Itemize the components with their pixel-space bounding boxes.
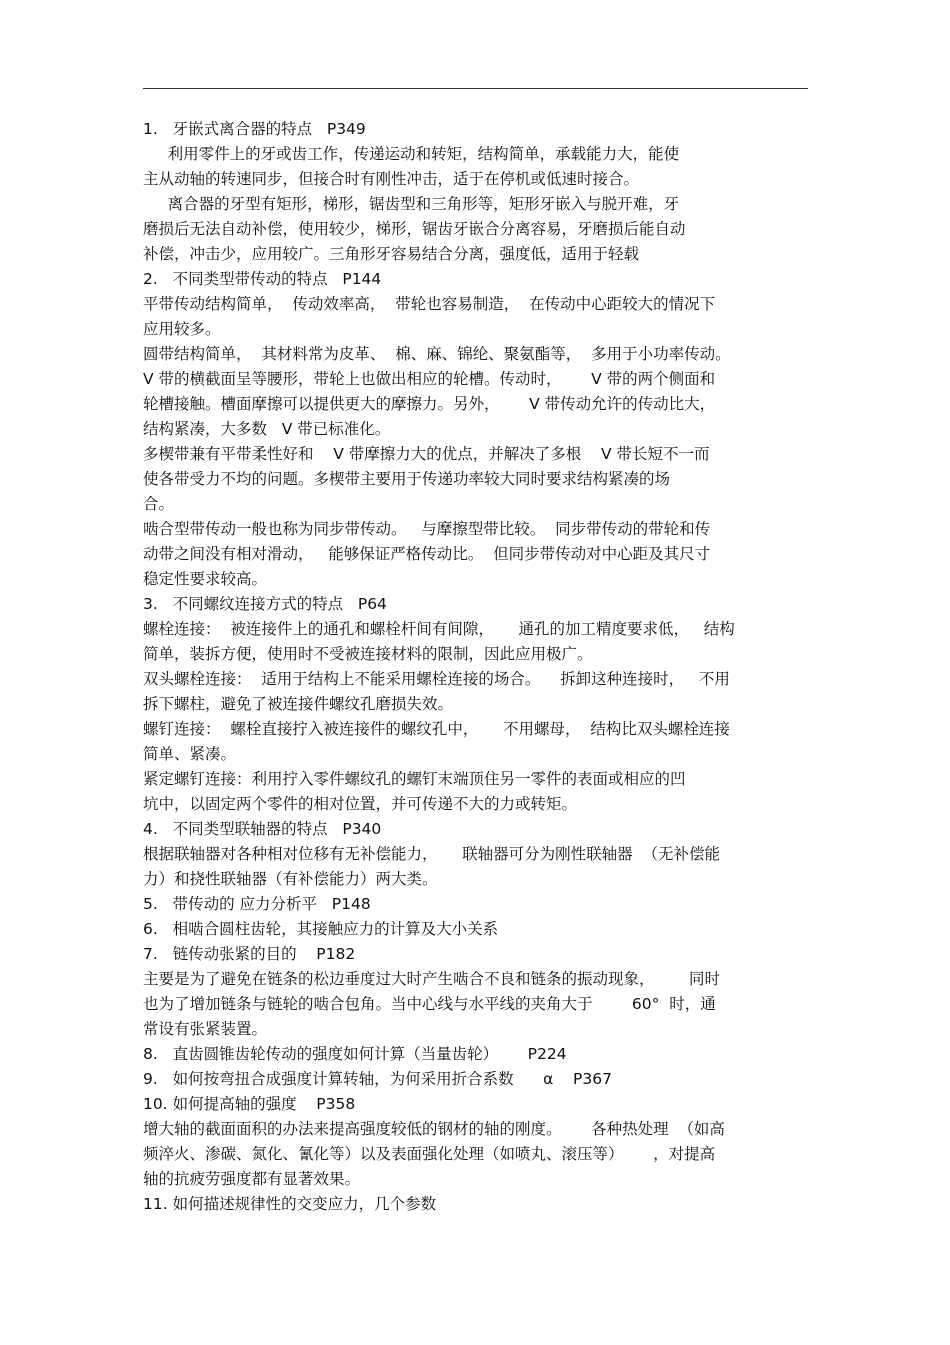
text-line: 主要是为了避免在链条的松边垂度过大时产生啮合不良和链条的振动现象， 同时 [143, 970, 720, 988]
text-line: V 带的横截面呈等腰形，带轮上也做出相应的轮槽。传动时， V 带的两个侧面和 [143, 370, 716, 388]
text-line: 坑中，以固定两个零件的相对位置，并可传递不大的力或转矩。 [143, 795, 578, 813]
heading-10: 10. 如何提高轴的强度 P358 [143, 1095, 356, 1113]
text-line: 力）和挠性联轴器（有补偿能力）两大类。 [143, 870, 438, 888]
text-line: 螺栓连接： 被连接件上的通孔和螺栓杆间有间隙， 通孔的加工精度要求低， 结构 [143, 620, 735, 638]
heading-4: 4. 不同类型联轴器的特点 P340 [143, 820, 382, 838]
text-line: 增大轴的截面面积的办法来提高强度较低的钢材的轴的刚度。 各种热处理 （如高 [143, 1120, 725, 1138]
heading-9: 9. 如何按弯扭合成强度计算转轴，为何采用折合系数 α P367 [143, 1070, 612, 1088]
text-line: 紧定螺钉连接：利用拧入零件螺纹孔的螺钉末端顶住另一零件的表面或相应的凹 [143, 770, 686, 788]
text-line: 螺钉连接： 螺栓直接拧入被连接件的螺纹孔中， 不用螺母， 结构比双头螺栓连接 [143, 720, 730, 738]
text-line: 磨损后无法自动补偿，使用较少，梯形，锯齿牙嵌合分离容易，牙磨损后能自动 [143, 220, 686, 238]
text-line: 动带之间没有相对滑动， 能够保证严格传动比。 但同步带传动对中心距及其尺寸 [143, 545, 711, 563]
text-line: 简单、紧凑。 [143, 745, 237, 763]
heading-2: 2. 不同类型带传动的特点 P144 [143, 270, 382, 288]
text-line: 常设有张紧装置。 [143, 1020, 268, 1038]
text-line: 结构紧凑，大多数 V 带已标准化。 [143, 420, 391, 438]
text-line: 主从动轴的转速同步，但接合时有刚性冲击，适于在停机或低速时接合。 [143, 170, 640, 188]
heading-6: 6. 相啮合圆柱齿轮，其接触应力的计算及大小关系 [143, 920, 499, 938]
text-line: 根据联轴器对各种相对位移有无补偿能力， 联轴器可分为刚性联轴器 （无补偿能 [143, 845, 720, 863]
header-rule [143, 88, 808, 89]
text-line: 稳定性要求较高。 [143, 570, 268, 588]
text-line: 拆下螺柱，避免了被连接件螺纹孔磨损失效。 [143, 695, 454, 713]
text-line: 平带传动结构简单， 传动效率高， 带轮也容易制造， 在传动中心距较大的情况下 [143, 295, 716, 313]
heading-3: 3. 不同螺纹连接方式的特点 P64 [143, 595, 387, 613]
text-line: 离合器的牙型有矩形，梯形，锯齿型和三角形等，矩形牙嵌入与脱开难，牙 [143, 195, 680, 213]
heading-7: 7. 链传动张紧的目的 P182 [143, 945, 356, 963]
text-line: 利用零件上的牙或齿工作，传递运动和转矩，结构简单，承载能力大，能使 [143, 145, 680, 163]
text-line: 应用较多。 [143, 320, 221, 338]
text-line: 轮槽接触。槽面摩擦可以提供更大的摩擦力。另外， V 带传动允许的传动比大， [143, 395, 716, 413]
heading-1: 1. 牙嵌式离合器的特点 P349 [143, 120, 366, 138]
text-line: 频淬火、渗碳、氮化、氰化等）以及表面强化处理（如喷丸、滚压等） ，对提高 [143, 1145, 716, 1163]
text-line: 也为了增加链条与链轮的啮合包角。当中心线与水平线的夹角大于 60° 时，通 [143, 995, 716, 1013]
text-line: 圆带结构简单， 其材料常为皮革、 棉、麻、锦纶、聚氨酯等， 多用于小功率传动。 [143, 345, 731, 363]
text-line: 合。 [143, 495, 175, 513]
text-line: 多楔带兼有平带柔性好和 V 带摩擦力大的优点，并解决了多根 V 带长短不一而 [143, 445, 710, 463]
text-line: 简单，装拆方便，使用时不受被连接材料的限制，因此应用极广。 [143, 645, 593, 663]
text-line: 双头螺栓连接： 适用于结构上不能采用螺栓连接的场合。 拆卸这种连接时， 不用 [143, 670, 730, 688]
heading-8: 8. 直齿圆锥齿轮传动的强度如何计算（当量齿轮） P224 [143, 1045, 567, 1063]
text-line: 使各带受力不均的问题。多楔带主要用于传递功率较大同时要求结构紧凑的场 [143, 470, 671, 488]
text-line: 补偿，冲击少，应用较广。三角形牙容易结合分离，强度低，适用于轻载 [143, 245, 640, 263]
text-line: 啮合型带传动一般也称为同步带传动。 与摩擦型带比较。 同步带传动的带轮和传 [143, 520, 711, 538]
document-body [143, 117, 808, 1217]
heading-5: 5. 带传动的 应力分析平 P148 [143, 895, 371, 913]
text-line: 轴的抗疲劳强度都有显著效果。 [143, 1170, 361, 1188]
heading-11: 11. 如何描述规律性的交变应力，几个参数 [143, 1195, 437, 1213]
